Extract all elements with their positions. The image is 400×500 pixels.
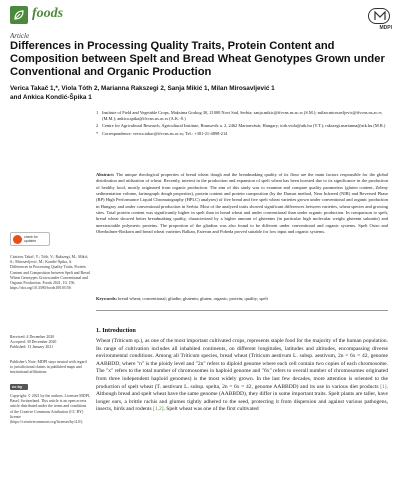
affiliation-1: 1 Institute of Field and Vegetable Crops, Maksima Gorkog 30, 21000 Novi Sad, Serbia; sanja.mikic@ifvcns.ns.ac.rs (S.M.); milan.mirosavljevic@ifvcns.ns.ac.rs (M.M.); ankica.spika@ifvcns.ns.ac.rs (A.K.-Š.) [96, 110, 382, 121]
check-for-updates-button[interactable]: check for updates [10, 232, 50, 246]
keywords [96, 296, 388, 302]
section-heading: 1. Introduction [96, 327, 136, 334]
keywords-text: bread wheat; conventional; gliadin; glutenin; gluten; organic; protein; quality; spelt [118, 296, 268, 301]
introduction-text: Wheat (Triticum sp.), as one of the most important cultivated crops, represents staple food for the majority of the human population. Its range of cultivation includes all inhabited continents, on different longitudes, latitudes and altitudes, encompassing diverse environmental conditions. Among all Triticum species, bread wheat (Triticum aestivum L. subsp. aestivum, 2n = 6x = 42, genome AABBDD, where "n" is the ploidy level and "2n" refers to diploid genome where each cell contain two copies of each chromosome. The "x" refers to the total number of chromosomes in haploid genome and "6x" refers to overall number of chromosomes originated from three independent haploid genomes) is the most widely grown. In the last few decades, more attention is oriented to the production of spelt wheat (T. aestivum L. subsp. spelta, 2n = 6x = 42, genome AABBDD) and its use in various diet products [1]. Although bread and spelt wheat have the same genome (AABBDD), they differ in some important traits. Spelt plants are taller, have longer ears, a brittle rachis and glumes tightly adhered to the seed, protecting it from dispersion and against various pathogens, insects, birds and rodents [1,2]. Spelt wheat was one of the first cultivated [96, 338, 388, 413]
abstract-label: Abstract: [96, 172, 115, 177]
dates: Received: 4 December 2020 Accepted: 30 December 2020 Published: 13 January 2021 [10, 335, 57, 350]
affiliations [96, 110, 386, 136]
cc-by-icon: cc by [10, 384, 28, 390]
publisher-note: Publisher's Note: MDPI stays neutral with regard to jurisdictional claims in published maps and institutional affiliations. [10, 360, 87, 375]
authors-line-2: and Ankica Kondić-Špika 1 [10, 94, 92, 101]
journal-name: foods [32, 6, 64, 21]
divider [96, 310, 388, 311]
author-list [10, 84, 390, 102]
mdpi-logo [368, 8, 390, 24]
citation-link[interactable]: [1] [380, 383, 387, 390]
journal-logo [10, 6, 28, 24]
abstract [96, 172, 388, 235]
affiliation-2: 2 Centre for Agricultural Research, Agricultural Institute, Brunszvik u. 2, 2462 Martonvásár, Hungary; toth.viola@atk.hu (V.T.); rakszegi.marianna@atk.hu (M.R.) [96, 123, 386, 128]
keywords-label: Keywords: [96, 296, 117, 301]
correspondence: * Correspondence: verica.takac@ifvcns.ns.ac.rs; Tel.: +381-21-4898-214 [96, 130, 228, 136]
citation-link[interactable]: [1,2] [152, 406, 164, 413]
publisher-label: MDPI [379, 25, 392, 31]
article-type: Article [10, 32, 30, 40]
leaf-icon [12, 8, 26, 22]
license-badge [10, 384, 90, 390]
refresh-icon [13, 235, 22, 244]
citation: Citation: Takač, V.; Tóth, V.; Rakszegi, M.; Mikić, S.; Mirosavljević, M.; Kondić-Špika, A. Differences in Processing Quality Traits, Protein Content and Composition between Spelt and Bread Wheat Genotypes Grown under Conventional and Organic Production. Foods 2021, 10, 156. https://doi.org/10.3390/foods10010156 [10, 255, 90, 291]
copyright: Copyright: © 2021 by the authors. Licensee MDPI, Basel, Switzerland. This article is an open access article distributed under the terms and conditions of the Creative Commons Attribution (CC BY) license (https://creativecommons.org/licenses/by/4.0/). [10, 394, 91, 425]
abstract-text: The unique rheological properties of bread wheat dough and the breadmaking quality of its flour are the main factors responsible for the global distribution and utilization of wheat. Recently, interest in the production and expansion of spelt wheat has been boosted due to its significance in the production of healthy food, mostly originated from organic production. The aim of this study was to examine and compare quality parameters (gluten content, Zeleny sedimentation volume, farinograph dough properties), protein content and protein composition (by the Dumas method, Near Infrared (NIR) and Reversed Phase (RP) High Performance Liquid Chromatography (HPLC) analyses) of five bread and five spelt wheat varieties grown under conventional and organic production in Hungary and under conventional production in Serbia. Most of the analyzed traits showed significant differences between varieties, wheat species and growing sites. Total protein content was significantly higher in spelt than in bread wheat and under conventional than under organic production. In comparison to spelt, bread wheat showed better breadmaking quality, characterized by a higher amount of glutenins (in particular high molecular weight glutenin subunits) and unextractable polymeric proteins. The proportion of the gliadins was also found to be different under conventional and organic systems. Spelt Ostro and Oberkulmer-Rotkorn and bread wheat varieties Balkan, Estevan and Pobeda proved suitable for low input and organic systems. [96, 172, 389, 235]
journal-header [10, 6, 392, 31]
mdpi-icon [374, 11, 386, 21]
article-title: Differences in Processing Quality Traits, Protein Content and Composition between Spelt and Bread Wheat Genotypes Grown under Conventional and Organic Production [10, 40, 385, 78]
authors-line-1: Verica Takač 1,*, Viola Tóth 2, Marianna Rakszegi 2, Sanja Mikić 1, Milan Mirosavljević 1 [10, 85, 275, 92]
